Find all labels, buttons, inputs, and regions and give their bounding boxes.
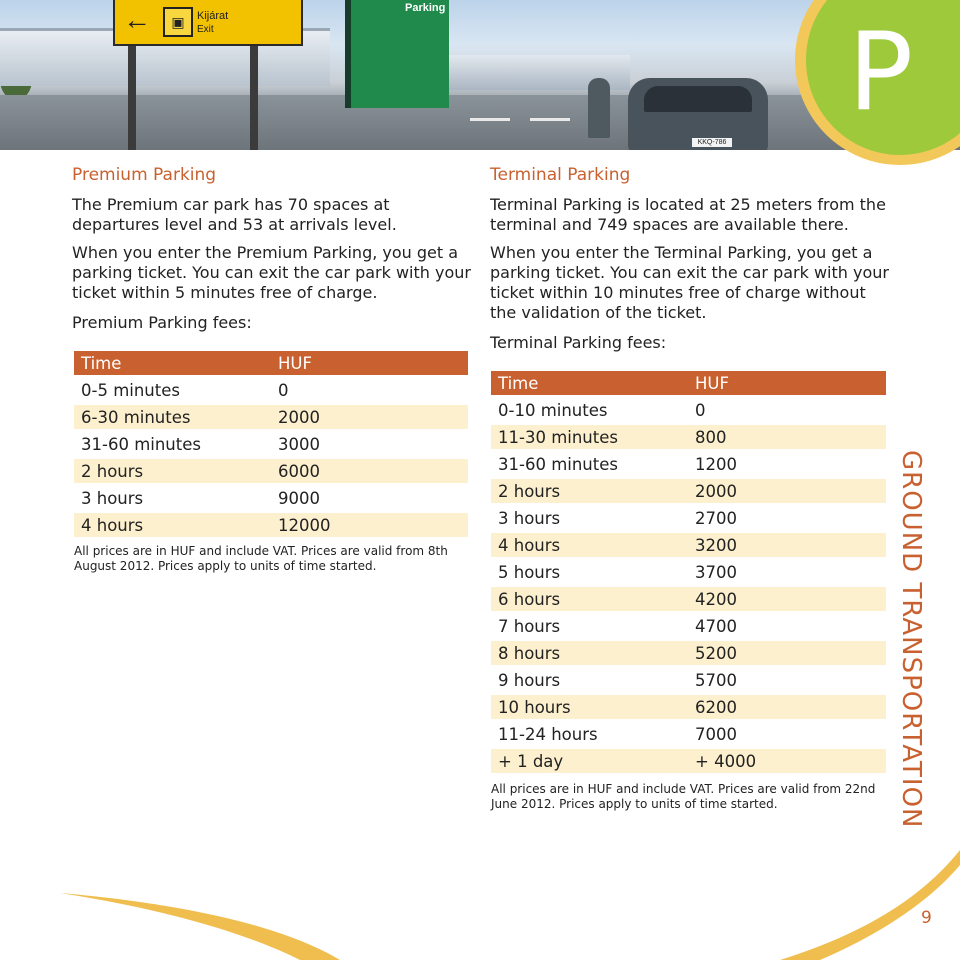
parking-sign-heading: Parking bbox=[405, 2, 446, 14]
price-cell: 3000 bbox=[271, 432, 468, 456]
premium-section bbox=[72, 164, 472, 333]
price-cell: 3200 bbox=[688, 533, 886, 557]
table-row bbox=[74, 513, 468, 537]
premium-title: Premium Parking bbox=[72, 165, 217, 185]
table-row bbox=[491, 749, 886, 773]
price-cell: 4200 bbox=[688, 587, 886, 611]
arrow-left-icon: ← bbox=[123, 4, 151, 35]
price-cell: 6200 bbox=[688, 695, 886, 719]
price-cell: 3700 bbox=[688, 560, 886, 584]
table-row bbox=[491, 398, 886, 422]
table-row bbox=[74, 486, 468, 510]
section-side-title: GROUND TRANSPORTATION bbox=[896, 450, 926, 829]
terminal-para-1: Terminal Parking is located at 25 meters from the terminal and 749 spaces are available there. bbox=[490, 195, 886, 234]
table-row bbox=[491, 452, 886, 476]
price-cell: 0 bbox=[688, 398, 886, 422]
table-row bbox=[491, 668, 886, 692]
time-header: Time bbox=[74, 351, 271, 375]
premium-para-1: The Premium car park has 70 spaces at departures level and 53 at arrivals level. bbox=[72, 195, 397, 234]
huf-header: HUF bbox=[271, 351, 468, 375]
table-row bbox=[491, 479, 886, 503]
time-cell: 6-30 minutes bbox=[74, 405, 271, 429]
time-cell: 7 hours bbox=[491, 614, 688, 638]
table-row bbox=[74, 432, 468, 456]
table-header-row bbox=[491, 371, 886, 395]
premium-para-2: When you enter the Premium Parking, you get a parking ticket. You can exit the car park with your ticket within 5 minutes free of charge. bbox=[72, 243, 471, 302]
time-cell: 4 hours bbox=[491, 533, 688, 557]
page-number: 9 bbox=[921, 908, 932, 928]
price-cell: 6000 bbox=[271, 459, 468, 483]
time-cell: 31-60 minutes bbox=[74, 432, 271, 456]
time-cell: 11-24 hours bbox=[491, 722, 688, 746]
table-row bbox=[491, 506, 886, 530]
price-cell: 1200 bbox=[688, 452, 886, 476]
premium-fees-label: Premium Parking fees: bbox=[72, 313, 252, 332]
time-cell: 3 hours bbox=[74, 486, 271, 510]
table-row bbox=[491, 641, 886, 665]
terminal-para-2: When you enter the Terminal Parking, you get a parking ticket. You can exit the car park with your ticket within 10 minutes free of charge without the validation of the ticket. bbox=[490, 243, 889, 322]
price-cell: 2000 bbox=[688, 479, 886, 503]
time-cell: 2 hours bbox=[74, 459, 271, 483]
price-cell: 9000 bbox=[271, 486, 468, 510]
table-row bbox=[491, 560, 886, 584]
price-cell: + 4000 bbox=[688, 749, 886, 773]
time-cell: + 1 day bbox=[491, 749, 688, 773]
price-cell: 5700 bbox=[688, 668, 886, 692]
table-row bbox=[491, 722, 886, 746]
price-cell: 0 bbox=[271, 378, 468, 402]
table-row bbox=[491, 587, 886, 611]
huf-header: HUF bbox=[688, 371, 886, 395]
terminal-fee-table-wrap bbox=[491, 368, 891, 812]
table-row bbox=[491, 695, 886, 719]
price-cell: 7000 bbox=[688, 722, 886, 746]
time-cell: 6 hours bbox=[491, 587, 688, 611]
terminal-fee-table bbox=[491, 368, 886, 776]
premium-fee-table-wrap bbox=[74, 348, 474, 574]
time-cell: 8 hours bbox=[491, 641, 688, 665]
time-cell: 0-10 minutes bbox=[491, 398, 688, 422]
time-cell: 5 hours bbox=[491, 560, 688, 584]
time-cell: 11-30 minutes bbox=[491, 425, 688, 449]
price-cell: 2000 bbox=[271, 405, 468, 429]
price-cell: 800 bbox=[688, 425, 886, 449]
terminal-fees-label: Terminal Parking fees: bbox=[490, 333, 667, 352]
terminal-section bbox=[490, 164, 890, 353]
time-cell: 9 hours bbox=[491, 668, 688, 692]
car-icon: ▣ bbox=[163, 7, 193, 37]
table-row bbox=[491, 425, 886, 449]
time-cell: 2 hours bbox=[491, 479, 688, 503]
terminal-note: All prices are in HUF and include VAT. Prices are valid from 22nd June 2012. Prices apply to units of time started. bbox=[491, 782, 876, 811]
table-row bbox=[491, 614, 886, 638]
time-cell: 4 hours bbox=[74, 513, 271, 537]
terminal-title: Terminal Parking bbox=[490, 165, 631, 185]
time-header: Time bbox=[491, 371, 688, 395]
car-plate: KKQ-786 bbox=[692, 138, 732, 147]
table-header-row bbox=[74, 351, 468, 375]
table-row bbox=[74, 405, 468, 429]
price-cell: 5200 bbox=[688, 641, 886, 665]
price-cell: 2700 bbox=[688, 506, 886, 530]
premium-fee-table bbox=[74, 348, 468, 540]
exit-sign-label-hu: Kijárat bbox=[197, 10, 229, 22]
table-row bbox=[491, 533, 886, 557]
price-cell: 12000 bbox=[271, 513, 468, 537]
time-cell: 10 hours bbox=[491, 695, 688, 719]
time-cell: 0-5 minutes bbox=[74, 378, 271, 402]
time-cell: 3 hours bbox=[491, 506, 688, 530]
exit-sign-label-en: Exit bbox=[197, 24, 214, 35]
table-row bbox=[74, 378, 468, 402]
table-row bbox=[74, 459, 468, 483]
time-cell: 31-60 minutes bbox=[491, 452, 688, 476]
parking-badge-letter: P bbox=[848, 10, 914, 135]
premium-note: All prices are in HUF and include VAT. Prices are valid from 8th August 2012. Prices apply to units of time started. bbox=[74, 544, 448, 573]
price-cell: 4700 bbox=[688, 614, 886, 638]
